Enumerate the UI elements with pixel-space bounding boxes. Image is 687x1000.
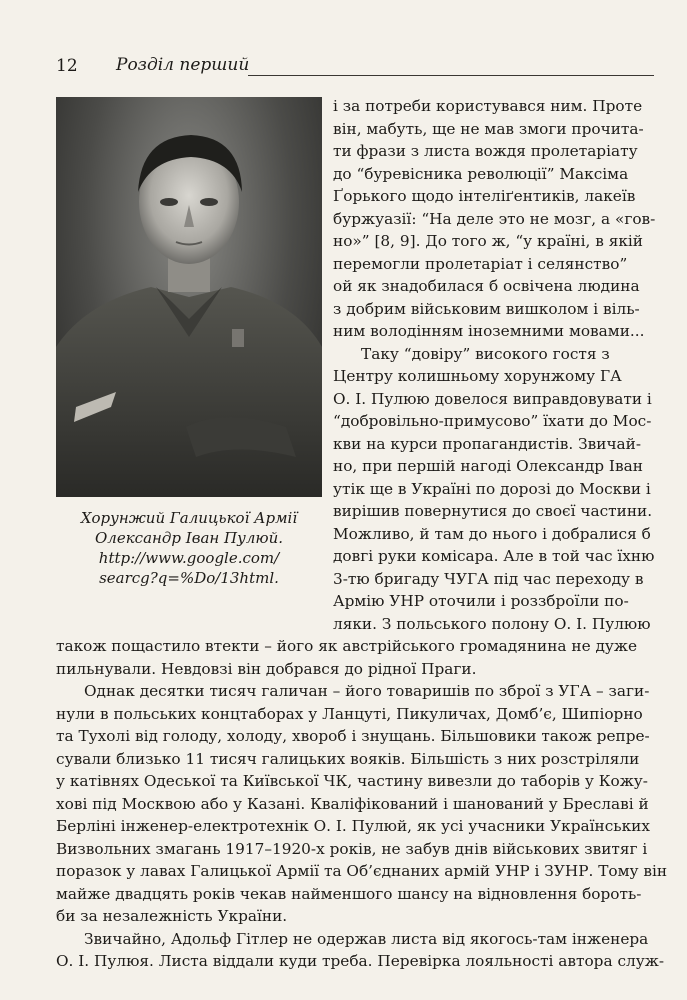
text-line: довгі руки комісара. Але в той час їхню xyxy=(333,547,655,565)
text-line: Берліні інженер-електротехнік О. І. Пулюй, як усі учасники Українських xyxy=(56,817,650,835)
caption-line: http://www.google.com/ xyxy=(98,549,280,567)
chapter-title: Розділ перший xyxy=(116,55,250,75)
text-line: у катівнях Одеської та Київської ЧК, частину вивезли до таборів у Кожу- xyxy=(56,772,648,790)
text-line: Однак десятки тисяч галичан – його товаришів по зброї з УГА – заги- xyxy=(84,682,650,700)
text-line: і за потреби користувався ним. Проте xyxy=(333,97,643,115)
text-line: до “буревісника революції” Максіма xyxy=(333,164,629,183)
text-line: Ґорького щодо інтеліґентиків, лакеїв xyxy=(333,187,636,205)
portrait-illustration xyxy=(56,97,322,497)
text-line: хові під Москвою або у Казані. Кваліфікований і шанований у Бреславі й xyxy=(56,794,649,813)
text-line: перемогли пролетаріат і селянство” xyxy=(333,254,628,273)
full-width-text xyxy=(56,635,668,973)
text-line: пильнували. Невдовзі він добрався до рідної Праги. xyxy=(56,659,477,678)
portrait-photo xyxy=(56,97,322,497)
text-line: Визвольних змагань 1917–1920-х років, не забув днів військових звитяг і xyxy=(56,839,648,858)
right-column-text xyxy=(333,95,655,635)
text-line: Звичайно, Адольф Гітлер не одержав листа від якогось-там інженера xyxy=(84,929,649,948)
text-line: майже двадцять років чекав найменшого шансу на відновлення бороть- xyxy=(56,884,642,903)
page-header xyxy=(48,56,654,82)
text-line: 3-тю бригаду ЧУГА під час переходу в xyxy=(333,569,644,588)
text-line: ним володінням іноземними мовами... xyxy=(333,322,645,340)
caption-line: Олександр Іван Пулюй. xyxy=(95,529,283,547)
text-line: но»” [8, 9]. До того ж, “у країні, в якій xyxy=(333,232,643,250)
text-line: Таку “довіру” високого гостя з xyxy=(361,344,610,363)
text-line: Центру колишньому хорунжому ГА xyxy=(333,367,622,385)
text-line: Армію УНР оточили і роззброїли по- xyxy=(333,592,629,610)
text-line: О. І. Пулюя. Листа віддали куди треба. Перевірка лояльності автора служ- xyxy=(56,952,664,970)
caption-line: searcg?q=%Do/13html. xyxy=(99,569,279,587)
text-line: “добровільно-примусово” їхати до Мос- xyxy=(333,412,652,430)
caption-line: Хорунжий Галицької Армії xyxy=(80,509,298,527)
text-line: Можливо, й там до нього і добралися б xyxy=(333,524,651,543)
text-line: та Тухолі від голоду, холоду, хвороб і знущань. Більшовики також репре- xyxy=(56,727,650,745)
text-line: також пощастило втекти – його як австрійського громадянина не дуже xyxy=(56,637,638,655)
text-line: ляки. З польського полону О. І. Пулюю xyxy=(333,614,651,633)
text-line: кви на курси пропагандистів. Звичай- xyxy=(333,434,642,453)
text-line: з добрим військовим вишколом і віль- xyxy=(333,299,640,318)
text-line: но, при першій нагоді Олександр Іван xyxy=(333,457,643,475)
text-line: нули в польських концтаборах у Ланцуті, Пикуличах, Домб’є, Шипіорно xyxy=(56,704,643,723)
text-line: утік ще в Україні по дорозі до Москви і xyxy=(333,479,651,498)
text-line: він, мабуть, ще не мав змоги прочита- xyxy=(333,119,644,138)
text-line: вирішив повернутися до своєї частини. xyxy=(333,502,653,520)
text-line: ти фрази з листа вождя пролетаріату xyxy=(333,142,638,160)
page-number: 12 xyxy=(56,56,78,76)
text-line: поразок у лавах Галицької Армії та Об’єднаних армій УНР і ЗУНР. Тому він xyxy=(56,862,668,880)
photo-caption xyxy=(56,508,322,588)
header-rule xyxy=(248,75,654,76)
text-line: буржуазії: “На деле это не мозг, а «гов- xyxy=(333,209,656,228)
text-line: ой як знадобилася б освічена людина xyxy=(333,277,640,295)
text-line: сували близько 11 тисяч галицьких вояків. Більшість з них розстріляли xyxy=(56,749,640,768)
text-line: О. І. Пулюю довелося виправдовувати і xyxy=(333,389,652,408)
text-line: би за незалежність України. xyxy=(56,907,288,925)
